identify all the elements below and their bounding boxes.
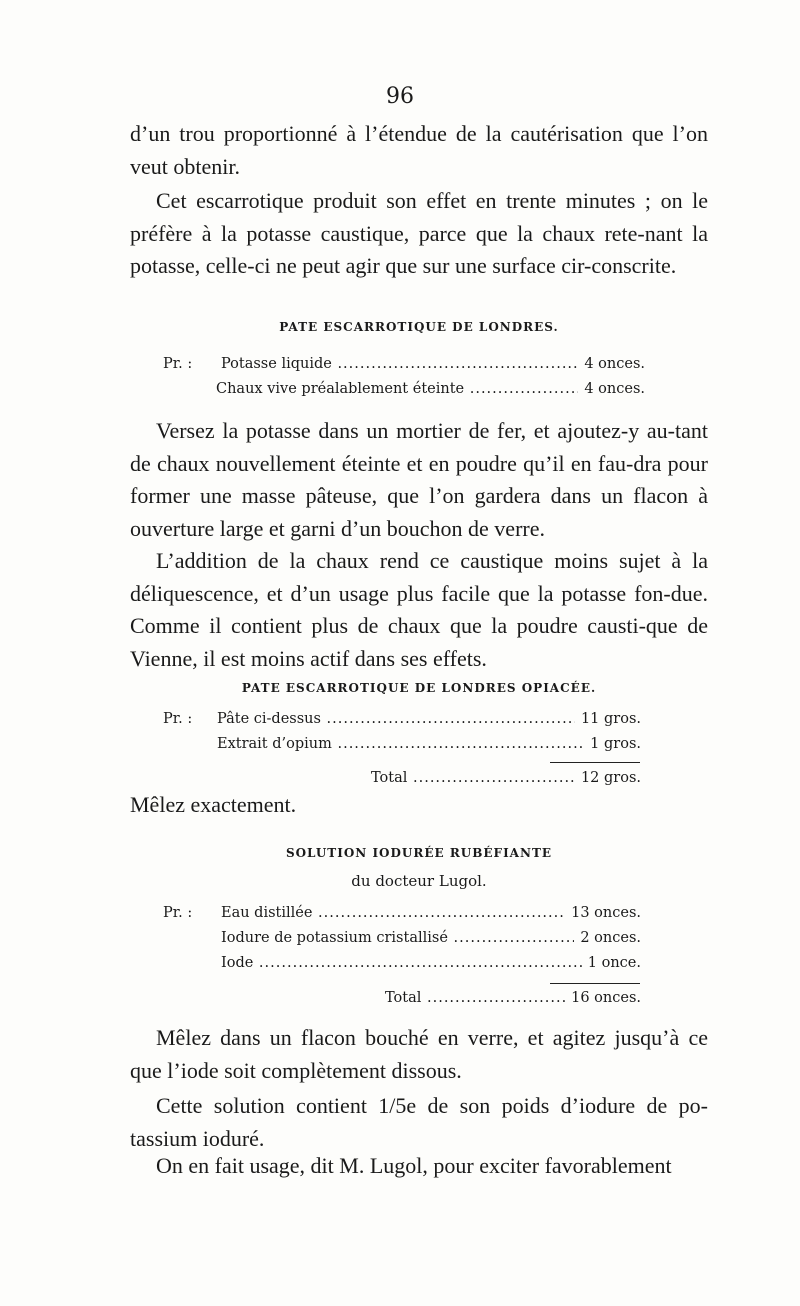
recipe-row — [163, 352, 645, 377]
total-quantity: 16 onces. — [565, 986, 641, 1011]
paragraph: Cet escarrotique produit son effet en trente minutes ; on le préfère à la potasse caustique, parce que la chaux rete-nant la potasse, celle-ci ne peut agir que sur une surface cir-conscrite. — [130, 188, 708, 278]
ingredient-name: Eau distillée ..... — [221, 901, 641, 926]
ingredient-name: Iode ..... — [221, 951, 641, 976]
ingredient-quantity: 1 once. — [582, 951, 641, 976]
paragraph: L’addition de la chaux rend ce caustique moins sujet à la déliquescence, et d’un usage plus facile que la potasse fon-due. Comme il contient plus de chaux que la poudre causti-que de Vienne, il est moins actif dans ses effets. — [130, 548, 708, 671]
recipe-list — [163, 707, 641, 757]
paragraph: Mêlez exactement. — [130, 792, 297, 817]
sum-rule — [550, 983, 640, 984]
recipe-row — [163, 901, 641, 926]
paragraph: d’un trou proportionné à l’étendue de la cautérisation que l’on veut obtenir. — [130, 121, 708, 179]
total-row — [371, 766, 641, 791]
recipe-prefix: Pr. : — [163, 711, 193, 727]
total-row — [385, 986, 641, 1011]
sum-rule — [550, 762, 640, 763]
ingredient-name: Chaux vive préalablement éteinte ..... — [216, 377, 645, 402]
recipe-heading: PATE ESCARROTIQUE DE LONDRES OPIACÉE. — [241, 681, 597, 695]
ingredient-quantity: 11 gros. — [575, 707, 641, 732]
recipe-heading: SOLUTION IODURÉE RUBÉFIANTE — [285, 846, 553, 860]
recipe-row — [163, 732, 641, 757]
ingredient-quantity: 2 onces. — [574, 926, 641, 951]
paragraph: Mêlez dans un flacon bouché en verre, et agitez jusqu’à ce que l’iode soit complètement dissous. — [130, 1025, 708, 1083]
total-label: Total ..... — [371, 766, 641, 791]
recipe-list — [163, 901, 641, 976]
ingredient-name: Extrait d’opium ..... — [217, 732, 641, 757]
paragraph: On en fait usage, dit M. Lugol, pour exciter favorablement — [156, 1153, 672, 1178]
ingredient-quantity: 4 onces. — [578, 377, 645, 402]
ingredient-name: Potasse liquide ..... — [221, 352, 645, 377]
ingredient-name: Pâte ci-dessus ..... — [217, 707, 641, 732]
recipe-row — [163, 926, 641, 951]
ingredient-quantity: 4 onces. — [578, 352, 645, 377]
recipe-total — [371, 766, 641, 791]
recipe-heading: PATE ESCARROTIQUE DE LONDRES. — [279, 320, 559, 334]
recipe-total — [385, 986, 641, 1011]
paragraph: Versez la potasse dans un mortier de fer, et ajoutez-y au-tant de chaux nouvellement éteinte et en poudre qu’il en fau-dra pour former une masse pâteuse, que l’on gardera dans un flacon à ouverture large et garni d’un bouchon de verre. — [130, 418, 708, 541]
recipe-row — [163, 377, 645, 402]
recipe-list — [163, 352, 645, 402]
page-number: 96 — [386, 84, 414, 109]
recipe-prefix: Pr. : — [163, 356, 193, 372]
ingredient-quantity: 13 onces. — [565, 901, 641, 926]
total-quantity: 12 gros. — [575, 766, 641, 791]
total-label: Total ..... — [385, 986, 641, 1011]
paragraph: Cette solution contient 1/5e de son poids d’iodure de po-tassium ioduré. — [130, 1093, 708, 1151]
recipe-prefix: Pr. : — [163, 905, 193, 921]
recipe-subheading: du docteur Lugol. — [351, 872, 487, 890]
ingredient-name: Iodure de potassium cristallisé ..... — [221, 926, 641, 951]
ingredient-quantity: 1 gros. — [584, 732, 641, 757]
recipe-row — [163, 707, 641, 732]
recipe-row — [163, 951, 641, 976]
